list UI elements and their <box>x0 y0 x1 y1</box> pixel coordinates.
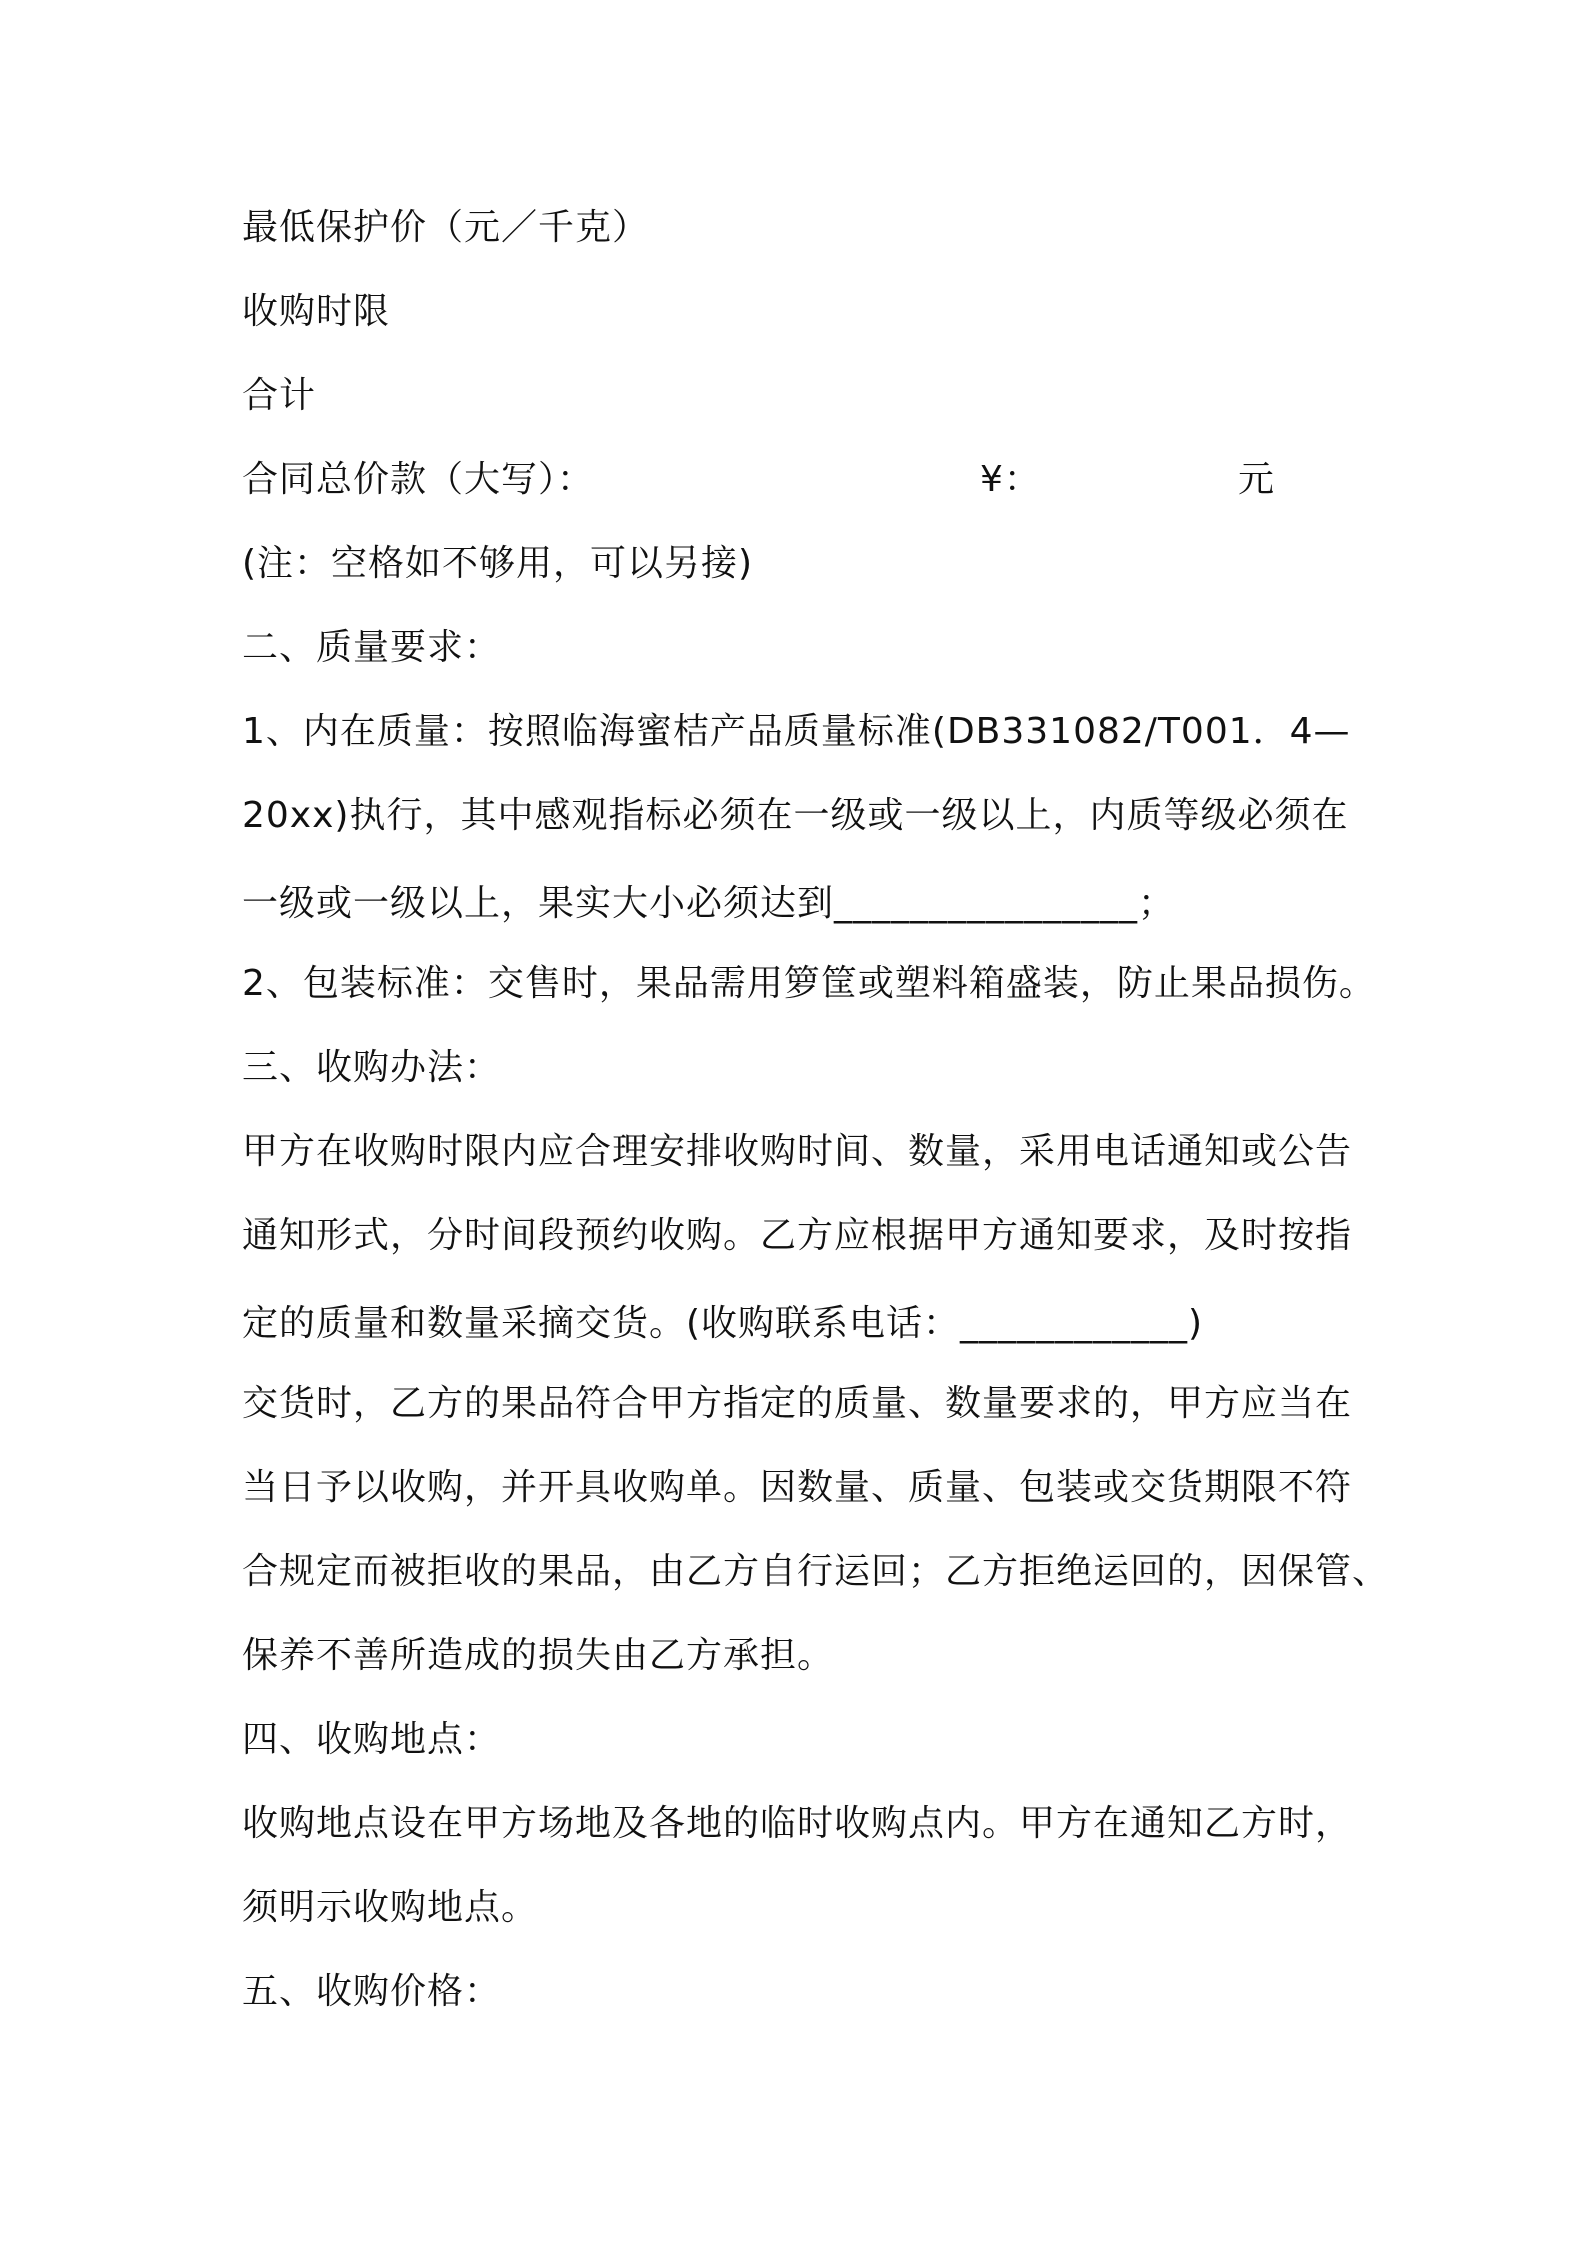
yen-sign: ¥： <box>980 459 1041 500</box>
subtotal-label: 合计 <box>242 375 317 416</box>
paragraph-line: 1、内在质量：按照临海蜜桔产品质量标准(DB331082/T001．4— <box>242 711 1351 752</box>
purchase-period-label: 收购时限 <box>242 291 391 332</box>
paragraph-line: 收购地点设在甲方场地及各地的临时收购点内。甲方在通知乙方时， <box>242 1803 1353 1844</box>
paragraph-line: 须明示收购地点。 <box>242 1887 539 1928</box>
paragraph-line: 2、包装标准：交售时，果品需用箩筐或塑料箱盛装，防止果品损伤。 <box>242 963 1376 1004</box>
total-price-label: 合同总价款（大写）： <box>242 459 595 500</box>
paragraph-line: 保养不善所造成的损失由乙方承担。 <box>242 1635 835 1676</box>
paragraph-line: 20xx)执行，其中感观指标必须在一级或一级以上，内质等级必须在 <box>242 795 1349 836</box>
price-floor-label: 最低保护价（元／千克） <box>242 207 650 248</box>
section-heading-location: 四、收购地点： <box>242 1719 502 1760</box>
paragraph-line: 通知形式，分时间段预约收购。乙方应根据甲方通知要求，及时按指 <box>242 1215 1353 1256</box>
paragraph-line: 合规定而被拒收的果品，由乙方自行运回；乙方拒绝运回的，因保管、 <box>242 1551 1390 1592</box>
section-heading-price: 五、收购价格： <box>242 1971 502 2012</box>
total-price-row <box>242 456 1342 504</box>
paragraph-line: 甲方在收购时限内应合理安排收购时间、数量，采用电话通知或公告 <box>242 1131 1353 1172</box>
note-text: (注：空格如不够用，可以另接) <box>242 543 754 584</box>
paragraph-line: 一级或一级以上，果实大小必须达到________________； <box>242 883 1176 924</box>
paragraph-line: 交货时，乙方的果品符合甲方指定的质量、数量要求的，甲方应当在 <box>242 1383 1353 1424</box>
paragraph-line: 定的质量和数量采摘交货。(收购联系电话：____________) <box>242 1303 1204 1344</box>
section-heading-method: 三、收购办法： <box>242 1047 502 1088</box>
section-heading-quality: 二、质量要求： <box>242 627 502 668</box>
yuan-unit: 元 <box>1238 459 1276 500</box>
paragraph-line: 当日予以收购，并开具收购单。因数量、质量、包装或交货期限不符 <box>242 1467 1353 1508</box>
